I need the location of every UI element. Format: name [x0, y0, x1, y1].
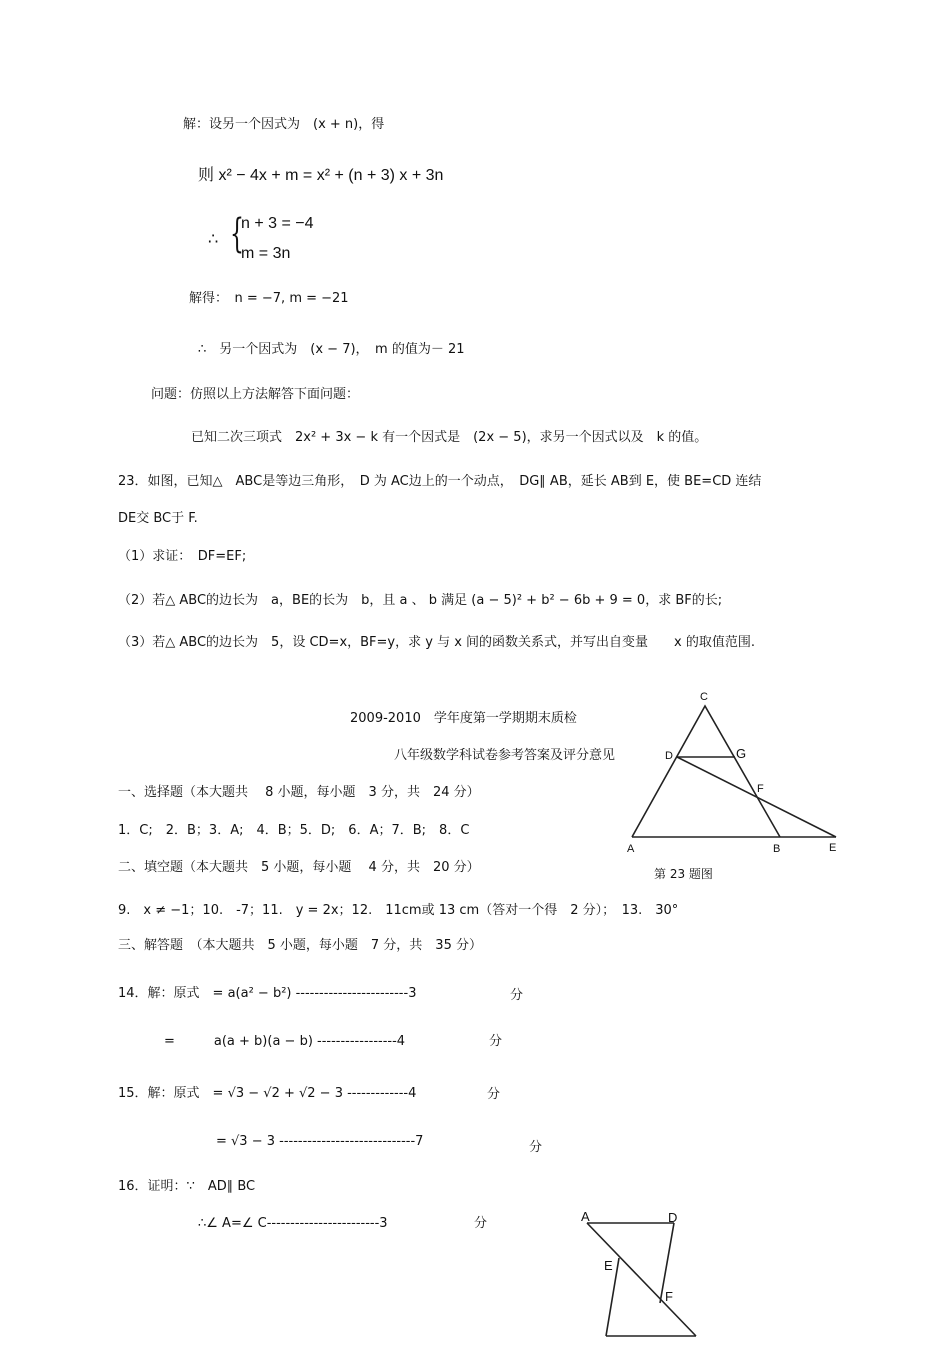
section-1-answers: 1．C; 2．B；3．A; 4．B；5．D; 6．A；7．B; 8．C: [118, 823, 470, 838]
answer-16-line-2: ∴∠ A=∠ C------------------------3: [198, 1216, 388, 1231]
segment-DE: [677, 757, 836, 837]
answer-14-line-1: 14．解：原式 = a(a² − b²) ------------------------3: [118, 986, 417, 1001]
section-2-heading: 二、填空题（本大题共 5 小题，每小题 4 分，共 20 分）: [118, 860, 480, 875]
answer-15-line-2: = √3 − 3 -----------------------------7: [216, 1134, 424, 1149]
section-1-heading: 一、选择题（本大题共 8 小题，每小题 3 分，共 24 分）: [118, 785, 480, 800]
answer-14-line-2: = a(a + b)(a − b) -----------------4: [164, 1034, 406, 1049]
q23-part-1: （1）求证： DF=EF;: [118, 549, 247, 564]
therefore-symbol: ∴: [208, 231, 219, 248]
segment-AC: [587, 1223, 696, 1336]
answer-title-1: 2009-2010 学年度第一学期期末质检: [350, 711, 577, 726]
score-unit: 分: [529, 1140, 543, 1155]
q23-part-2: （2）若△ ABC的边长为 a，BE的长为 b，且 a 、 b 满足 (a − 5)² + b² − 6b + 9 = 0，求 BF的长;: [118, 593, 723, 608]
label-D: D: [668, 1210, 678, 1225]
figure-16: [570, 1205, 710, 1343]
label-F: F: [757, 783, 764, 795]
label-A: A: [581, 1209, 590, 1224]
text-line-1: 解：设另一个因式为 (x + n)，得: [183, 117, 385, 132]
q23-line-2: DE交 BC于 F.: [118, 511, 198, 526]
score-unit: 分: [487, 1087, 501, 1102]
text-line-7: 已知二次三项式 2x² + 3x − k 有一个因式是 (2x − 5)，求另一个因式以及 k 的值。: [191, 430, 708, 445]
label-C: C: [700, 691, 708, 703]
label-E: E: [604, 1258, 613, 1273]
figure-23-caption: 第 23 题图: [654, 867, 713, 881]
text-line-5: ∴ 另一个因式为 (x − 7)， m 的值为－ 21: [198, 342, 465, 357]
label-D: D: [665, 750, 673, 762]
equation-1: n + 3 = −4: [241, 215, 314, 232]
answer-15-line-1: 15．解：原式 = √3 − √2 + √2 − 3 -------------4: [118, 1086, 417, 1101]
figure-23: [620, 688, 850, 888]
score-unit: 分: [474, 1216, 488, 1231]
label-F: F: [665, 1289, 673, 1304]
answer-title-2: 八年级数学科试卷参考答案及评分意见: [394, 748, 616, 763]
section-2-answers: 9. x ≠ −1；10. -7；11. y = 2x；12. 11cm或 13 cm（答对一个得 2 分）； 13. 30°: [118, 903, 679, 918]
section-3-heading: 三、解答题 （本大题共 5 小题，每小题 7 分，共 35 分）: [118, 938, 482, 953]
text-line-6: 问题：仿照以上方法解答下面问题：: [151, 387, 360, 402]
label-G: G: [736, 746, 747, 761]
text-line-4: 解得： n = −7, m = −21: [189, 291, 349, 306]
q23-line-1: 23．如图，已知△ ABC是等边三角形， D 为 AC边上的一个动点， DG∥ AB，延长 AB到 E，使 BE=CD 连结: [118, 474, 762, 489]
equation-2: m = 3n: [241, 245, 291, 262]
system-brace: {: [230, 211, 244, 257]
label-B: B: [773, 843, 781, 855]
answer-16-line-1: 16．证明：∵ AD∥ BC: [118, 1179, 256, 1194]
label-E: E: [829, 842, 837, 854]
score-unit: 分: [510, 988, 524, 1003]
label-A: A: [627, 843, 635, 855]
q23-part-3: （3）若△ ABC的边长为 5，设 CD=x，BF=y，求 y 与 x 间的函数关系式，并写出自变量 x 的取值范围.: [118, 635, 755, 650]
text-line-2: 则 x² − 4x + m = x² + (n + 3) x + 3n: [198, 167, 444, 184]
score-unit: 分: [489, 1034, 503, 1049]
